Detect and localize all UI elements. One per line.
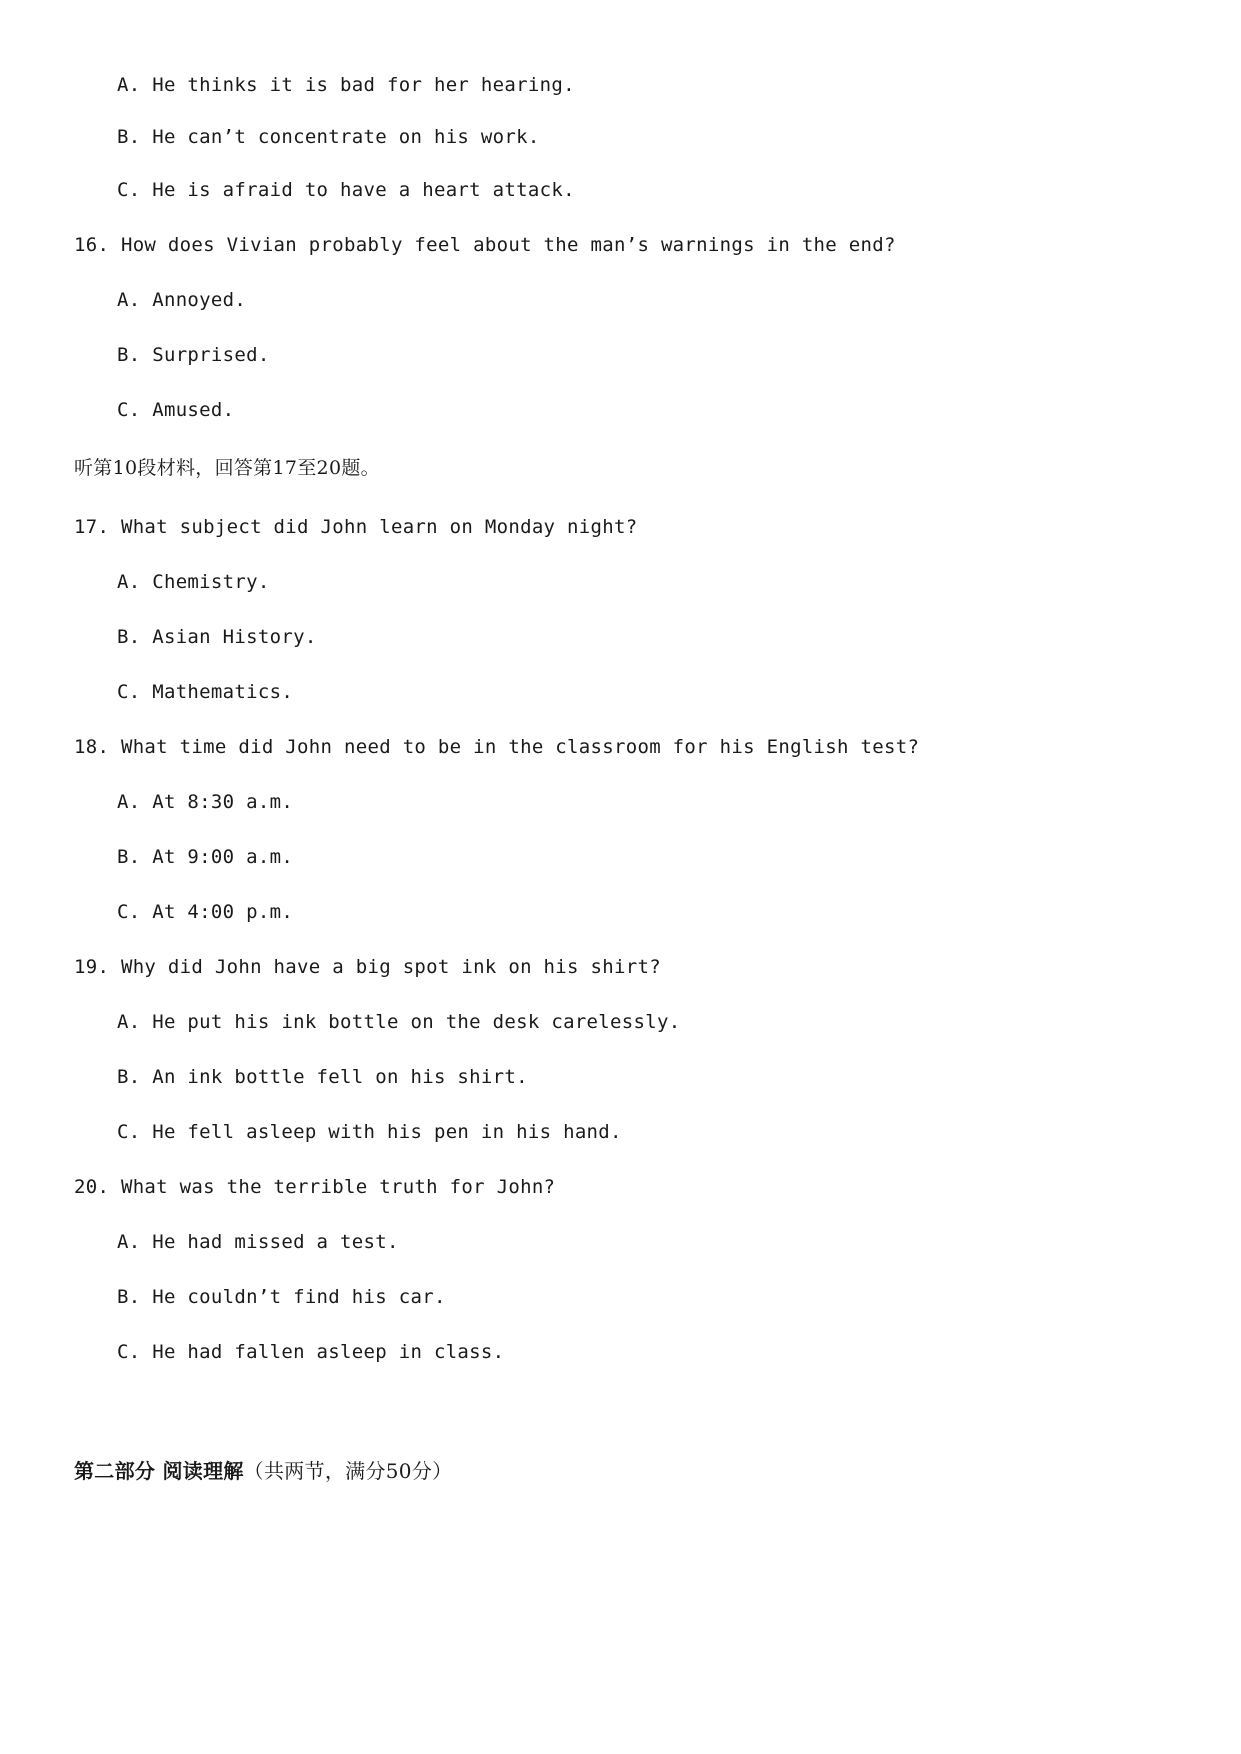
q16-option-a: A. Annoyed. (117, 289, 247, 311)
question-16: 16. How does Vivian probably feel about the man’s warnings in the end? (74, 234, 896, 256)
q19-option-b: B. An ink bottle fell on his shirt. (117, 1066, 528, 1088)
q18-option-b: B. At 9:00 a.m. (117, 846, 294, 868)
q18-option-a: A. At 8:30 a.m. (117, 791, 294, 813)
q17-option-b: B. Asian History. (117, 626, 317, 648)
q17-option-a: A. Chemistry. (117, 571, 270, 593)
section-instruction: 听第10段材料，回答第17至20题。 (74, 457, 380, 479)
q20-option-a: A. He had missed a test. (117, 1231, 399, 1253)
q19-option-a: A. He put his ink bottle on the desk carelessly. (117, 1011, 681, 1033)
part-two-title: 第二部分 阅读理解 (74, 1459, 244, 1483)
question-18: 18. What time did John need to be in the classroom for his English test? (74, 736, 920, 758)
prev-option-c: C. He is afraid to have a heart attack. (117, 179, 575, 201)
q19-option-c: C. He fell asleep with his pen in his hand. (117, 1121, 622, 1143)
question-19: 19. Why did John have a big spot ink on his shirt? (74, 956, 661, 978)
q16-option-b: B. Surprised. (117, 344, 270, 366)
question-17: 17. What subject did John learn on Monday night? (74, 516, 638, 538)
q18-option-c: C. At 4:00 p.m. (117, 901, 294, 923)
q16-option-c: C. Amused. (117, 399, 235, 421)
part-two-heading (74, 1459, 452, 1483)
q20-option-c: C. He had fallen asleep in class. (117, 1341, 505, 1363)
q17-option-c: C. Mathematics. (117, 681, 294, 703)
q20-option-b: B. He couldn’t find his car. (117, 1286, 446, 1308)
question-20: 20. What was the terrible truth for John? (74, 1176, 556, 1198)
prev-option-b: B. He can’t concentrate on his work. (117, 126, 540, 148)
prev-option-a: A. He thinks it is bad for her hearing. (117, 74, 575, 96)
part-two-note: （共两节，满分50分） (243, 1459, 453, 1483)
